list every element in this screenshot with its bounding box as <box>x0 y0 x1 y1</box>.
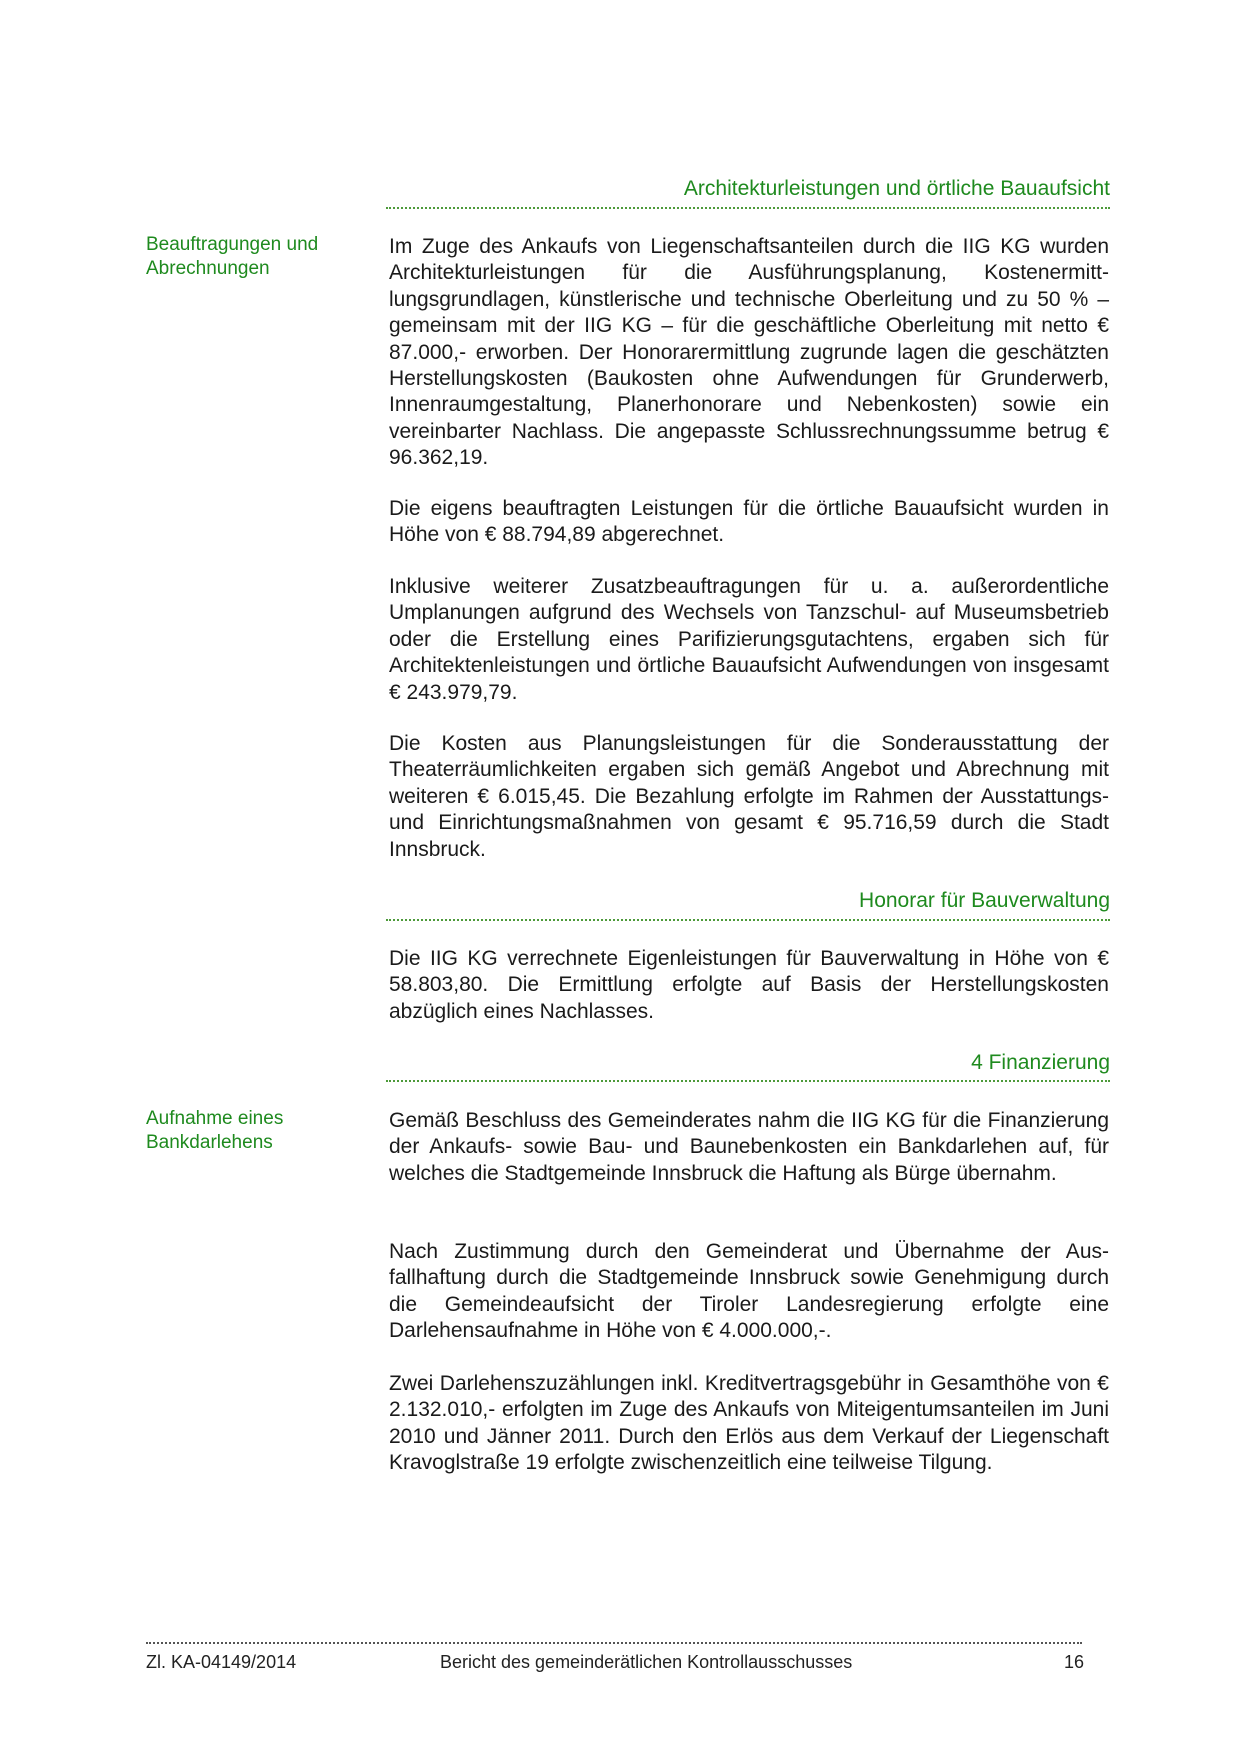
paragraph: Zwei Darlehenszuzählungen inkl. Kreditvertragsgebühr in Gesamthöhe von € 2.132.010,- erfolgten im Zuge des Ankaufs von Miteigentumsanteilen im Juni 2010 und Jänner 2011. Durch den Erlös aus dem Verkauf der Liegenschaft Kravoglstraße 19 erfolgte zwischenzeitlich eine teilweise Tilgung. <box>389 1372 1109 1475</box>
paragraph: Die Kosten aus Planungsleistungen für die Sonderausstattung der Theaterräumlichkeiten ergaben sich gemäß Angebot und Abrechnung mit weiteren € 6.015,45. Die Bezahlung erfolgte im Rahmen der Ausstattungs- und Einrichtungsmaßnahmen von gesamt € 95.716,59 durch die Stadt Innsbruck. <box>389 732 1109 861</box>
section-heading-architektur: Architekturleistungen und örtliche Bauaufsicht <box>683 177 1110 200</box>
paragraph: Nach Zustimmung durch den Gemeinderat und Übernahme der Ausfallhaftung durch die Stadtgemeinde Innsbruck sowie Genehmigung durch die Gemeindeaufsicht der Tiroler Landesregierung erfolgte eine Darlehensaufnahme in Höhe von € 4.000.000,-. <box>389 1240 1109 1343</box>
section-heading-honorar: Honorar für Bauverwaltung <box>859 889 1110 912</box>
paragraph: Die eigens beauftragten Leistungen für die örtliche Bauaufsicht wurden in Höhe von € 88.794,89 abgerechnet. <box>389 497 1109 547</box>
sidenote-bankdarlehen: Aufnahme eines Bankdarlehens <box>146 1108 284 1153</box>
section-heading-finanzierung: 4 Finanzierung <box>971 1051 1110 1074</box>
footer-divider <box>146 1642 1082 1644</box>
paragraph: Gemäß Beschluss des Gemeinderates nahm die IIG KG für die Finanzierung der Ankaufs- sowie Bau- und Baunebenkosten ein Bankdarlehen auf, für welches die Stadtgemeinde Innsbruck die Haftung als Bürge übernahm. <box>389 1109 1109 1185</box>
page-number: 16 <box>1063 1652 1084 1672</box>
paragraph: Die IIG KG verrechnete Eigenleistungen für Bauverwaltung in Höhe von € 58.803,80. Die Ermittlung erfolgte auf Basis der Herstellungskosten abzüglich eines Nachlasses. <box>389 947 1109 1023</box>
section-divider <box>386 1080 1110 1082</box>
paragraph: Im Zuge des Ankaufs von Liegenschaftsanteilen durch die IIG KG wurden Architekturleistungen für die Ausführungsplanung, Kostenermittlungsgrundlagen, künstlerische und technische Oberleitung und zu 50 % – gemeinsam mit der IIG KG – für die geschäftliche Oberleitung mit netto € 87.000,- erworben. Der Honorarermittlung zugrunde lagen die geschätzten Herstellungskosten (Baukosten ohne Aufwendungen für Grunderwerb, Innenraumgestaltung, Planerhonorare und Nebenkosten) sowie ein vereinbarter Nachlass. Die angepasste Schlussrechnungssumme betrug € 96.362,19. <box>389 235 1109 470</box>
section-divider <box>386 207 1110 209</box>
sidenote-beauftragungen: Beauftragungen und Abrechnungen <box>146 234 319 279</box>
footer-reference: Zl. KA-04149/2014 <box>146 1652 297 1672</box>
footer-title: Bericht des gemeinderätlichen Kontrollausschusses <box>440 1652 853 1672</box>
paragraph: Inklusive weiterer Zusatzbeauftragungen für u. a. außerordentliche Umplanungen aufgrund des Wechsels von Tanzschul- auf Museumsbetrieb oder die Erstellung eines Parifizierungsgutachtens, ergaben sich für Architektenleistungen und örtliche Bauaufsicht Aufwendungen von insgesamt € 243.979,79. <box>389 575 1109 704</box>
section-divider <box>386 919 1110 921</box>
